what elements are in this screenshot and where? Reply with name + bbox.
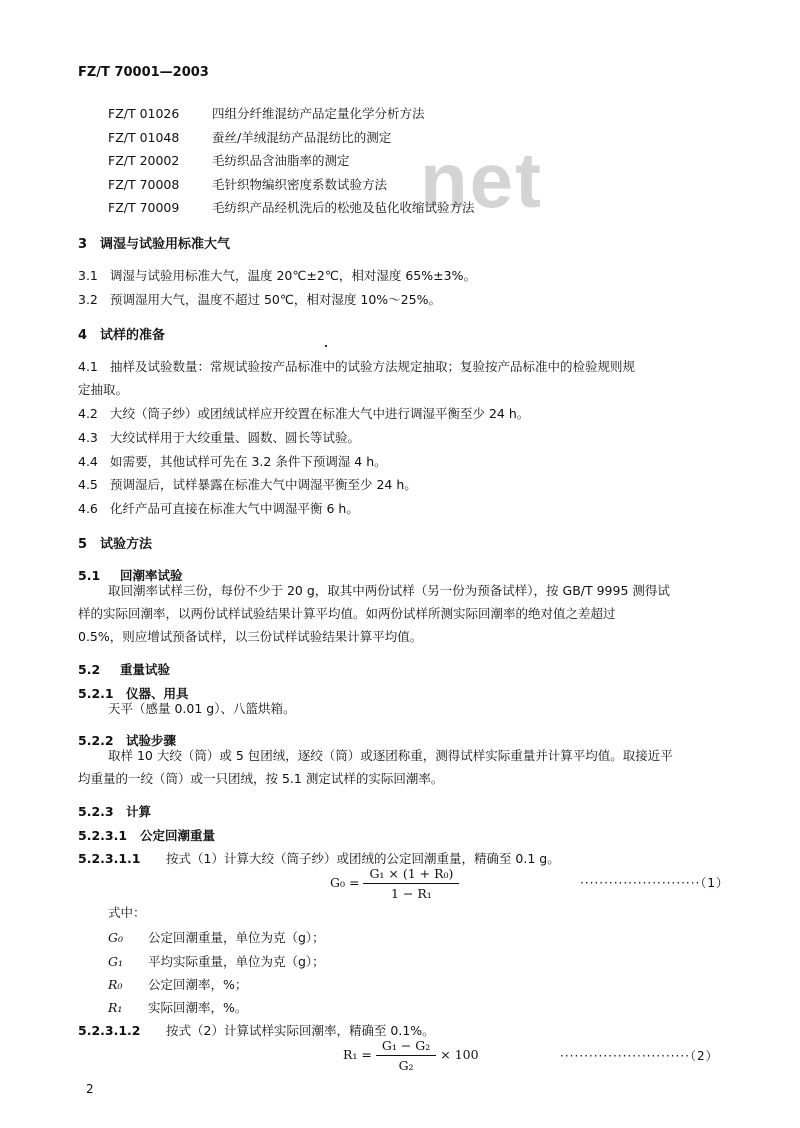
clause-number: 4.5 [78, 477, 98, 492]
section-number: 4 [78, 328, 88, 343]
formula-lhs: R₁ = [343, 1047, 372, 1062]
clause [78, 357, 635, 375]
section-title: 调湿与试验用标准大气 [100, 237, 231, 252]
subsection-title: 试验步骤 [126, 733, 177, 748]
clause [78, 849, 560, 867]
subsection-number: 5.2.2 [78, 733, 114, 748]
clause-text: 预调湿用大气，温度不超过 50℃，相对湿度 10%～25%。 [110, 292, 441, 307]
clause-number: 5.2.3.1.1 [78, 851, 141, 866]
clause-number: 4.4 [78, 454, 98, 469]
reference-code: FZ/T 70009 [108, 200, 180, 215]
subsection-heading [78, 826, 215, 844]
clause [78, 404, 529, 422]
section-title: 试样的准备 [100, 328, 166, 343]
symbol-definition [108, 928, 325, 946]
section-heading [78, 233, 230, 252]
subsection-title: 公定回潮重量 [140, 828, 216, 843]
subsection-number: 5.1 [78, 568, 101, 583]
reference-code: FZ/T 20002 [108, 153, 180, 168]
reference-item [108, 128, 391, 146]
clause-text: 按式（2）计算试样实际回潮率，精确至 0.1%。 [166, 1023, 435, 1038]
clause-continuation: 定抽取。 [78, 382, 129, 397]
clause-text: 按式（1）计算大绞（筒子纱）或团绒的公定回潮重量，精确至 0.1 g。 [166, 851, 560, 866]
reference-item [108, 175, 387, 193]
subsection-number: 5.2.1 [78, 686, 114, 701]
paragraph-line: 样的实际回潮率，以两份试样试验结果计算平均值。如两份试样所测实际回潮率的绝对值之差超过 [78, 606, 616, 621]
clause [78, 428, 360, 446]
paragraph-line: 天平（感量 0.01 g）、八篮烘箱。 [108, 701, 296, 716]
symbol: R₁ [108, 1000, 123, 1015]
subsection-heading [78, 802, 151, 820]
formula-1 [330, 866, 459, 901]
formula-denominator: 1 − R₁ [391, 886, 432, 901]
subsection-title: 仪器、用具 [126, 686, 189, 701]
clause-text: 调湿与试验用标准大气，温度 20℃±2℃，相对湿度 65%±3%。 [110, 268, 476, 283]
reference-item [108, 198, 475, 216]
subsection-heading [78, 660, 170, 678]
clause-number: 3.1 [78, 268, 98, 283]
clause [78, 499, 359, 517]
clause-number: 5.2.3.1.2 [78, 1023, 141, 1038]
subsection-title: 回潮率试验 [120, 568, 183, 583]
clause-number: 4.1 [78, 359, 98, 374]
clause-text: 如需要，其他试样可先在 3.2 条件下预调湿 4 h。 [110, 454, 387, 469]
paragraph-line: 取回潮率试样三份，每份不少于 20 g，取其中两份试样（另一份为预备试样），按 GB/T 9995 测得试 [108, 583, 670, 598]
formula-leader [580, 874, 729, 891]
clause-text: 抽样及试验数量：常规试验按产品标准中的试验方法规定抽取；复验按产品标准中的检验规则规 [110, 359, 636, 374]
formula-tail: × 100 [440, 1047, 479, 1062]
paragraph-line: 0.5%，则应增试预备试样，以三份试样试验结果计算平均值。 [78, 629, 423, 644]
subsection-title: 重量试验 [120, 662, 171, 677]
symbol-description: 公定回潮重量，单位为克（g）； [148, 930, 325, 945]
symbol-description: 公定回潮率，%； [148, 977, 248, 992]
leader-dots: ··························· [560, 1049, 690, 1063]
reference-title: 毛针织物编织密度系数试验方法 [212, 177, 388, 192]
subsection-title: 计算 [126, 804, 152, 819]
reference-item [108, 151, 350, 169]
clause [78, 475, 417, 493]
clause [78, 1021, 435, 1039]
section-heading [78, 533, 152, 552]
standard-code: FZ/T 70001—2003 [78, 65, 209, 80]
clause-number: 4.2 [78, 406, 98, 421]
symbol: G₀ [108, 930, 123, 945]
clause-number: 3.2 [78, 292, 98, 307]
section-number: 3 [78, 237, 88, 252]
formula-numerator: G₁ × (1 + R₀) [363, 866, 459, 884]
reference-title: 毛纺织品含油脂率的测定 [212, 153, 350, 168]
paragraph-line: 取样 10 大绞（筒）或 5 包团绒，逐绞（筒）或逐团称重，测得试样实际重量并计算平均值。取接近平 [108, 748, 673, 763]
clause [78, 290, 441, 308]
clause [78, 266, 476, 284]
symbol-definition [108, 975, 247, 993]
formula-fraction [376, 1038, 436, 1073]
section-heading [78, 324, 165, 343]
section-title: 试验方法 [100, 537, 153, 552]
clause-text: 化纤产品可直接在标准大气中调湿平衡 6 h。 [110, 501, 359, 516]
clause-number: 4.3 [78, 430, 98, 445]
equation-number: （2） [690, 1049, 719, 1063]
symbol: G₁ [108, 954, 123, 969]
symbol-definition [108, 998, 247, 1016]
reference-code: FZ/T 01026 [108, 106, 180, 121]
page-number: 2 [86, 1082, 94, 1096]
symbol-description: 实际回潮率，%。 [148, 1000, 248, 1015]
reference-title: 毛纺织产品经机洗后的松弛及毡化收缩试验方法 [212, 200, 475, 215]
print-speck [325, 345, 327, 347]
reference-title: 蚕丝/羊绒混纺产品混纺比的测定 [212, 130, 392, 145]
formula-fraction [363, 866, 459, 901]
reference-code: FZ/T 01048 [108, 130, 180, 145]
clause-text: 大绞试样用于大绞重量、圆数、圆长等试验。 [110, 430, 361, 445]
clause-number: 4.6 [78, 501, 98, 516]
formula-denominator: G₂ [398, 1058, 414, 1073]
reference-code: FZ/T 70008 [108, 177, 180, 192]
subsection-number: 5.2.3 [78, 804, 114, 819]
leader-dots: ························· [580, 876, 701, 890]
formula-2 [343, 1038, 479, 1073]
formula-numerator: G₁ − G₂ [376, 1038, 436, 1056]
section-number: 5 [78, 537, 88, 552]
reference-title: 四组分纤维混纺产品定量化学分析方法 [212, 106, 425, 121]
watermark: net [420, 136, 543, 224]
symbol: R₀ [108, 977, 123, 992]
symbol-definition [108, 952, 325, 970]
paragraph-line: 均重量的一绞（筒）或一只团绒，按 5.1 测定试样的实际回潮率。 [78, 771, 444, 786]
where-label: 式中： [108, 905, 146, 920]
symbol-description: 平均实际重量，单位为克（g）； [148, 954, 325, 969]
clause-text: 大绞（筒子纱）或团绒试样应开绞置在标准大气中进行调湿平衡至少 24 h。 [110, 406, 530, 421]
subsection-number: 5.2 [78, 662, 101, 677]
reference-item [108, 104, 425, 122]
equation-number: （1） [700, 876, 730, 890]
clause [78, 452, 387, 470]
clause-text: 预调湿后，试样暴露在标准大气中调湿平衡至少 24 h。 [110, 477, 417, 492]
formula-leader [560, 1047, 719, 1064]
formula-lhs: G₀ = [330, 875, 360, 890]
subsection-number: 5.2.3.1 [78, 828, 128, 843]
